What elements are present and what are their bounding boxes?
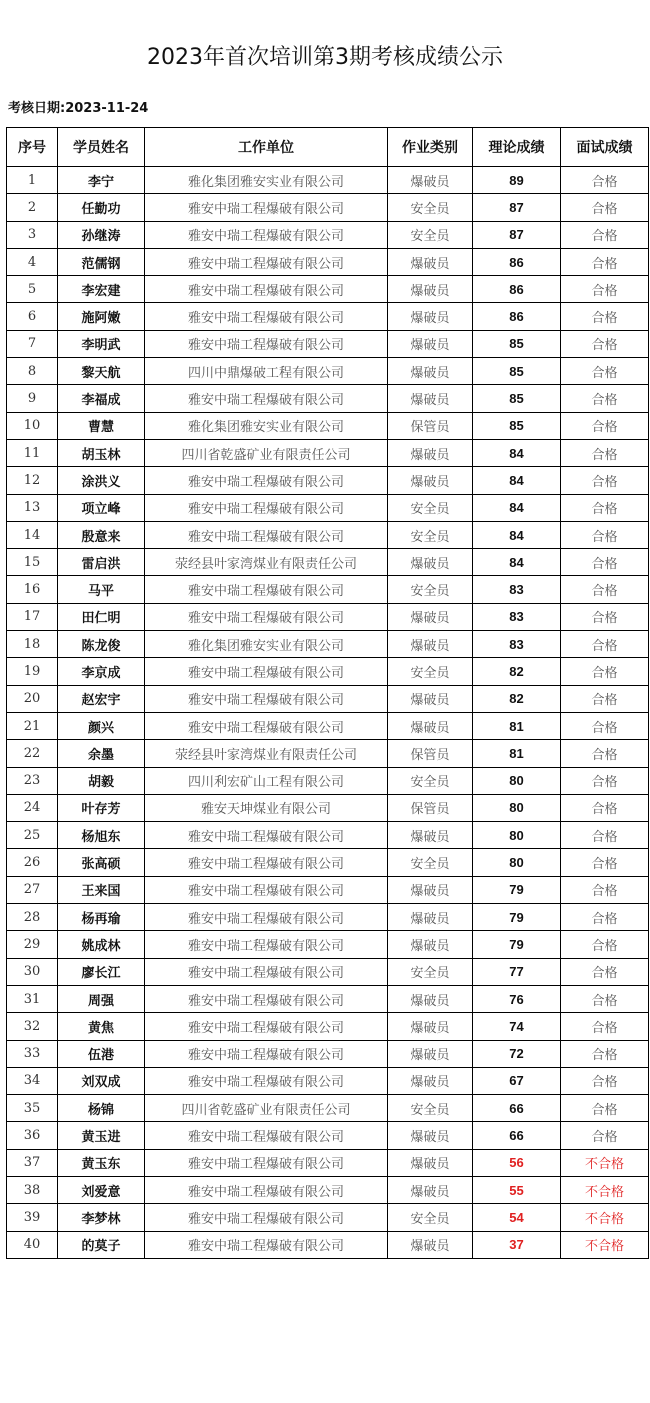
cell-theory-score: 55 <box>473 1176 561 1203</box>
cell-no: 21 <box>7 712 58 739</box>
cell-unit: 雅安中瑞工程爆破有限公司 <box>145 904 388 931</box>
cell-no: 4 <box>7 248 58 275</box>
cell-interview-result: 合格 <box>561 740 649 767</box>
cell-theory-score: 89 <box>473 167 561 194</box>
table-row <box>7 712 649 739</box>
cell-unit: 雅安中瑞工程爆破有限公司 <box>145 1040 388 1067</box>
cell-interview-result: 合格 <box>561 1040 649 1067</box>
cell-theory-score: 87 <box>473 194 561 221</box>
cell-name: 颜兴 <box>58 712 145 739</box>
header-name: 学员姓名 <box>58 128 145 167</box>
cell-interview-result: 合格 <box>561 985 649 1012</box>
table-row <box>7 1149 649 1176</box>
cell-no: 23 <box>7 767 58 794</box>
cell-name: 李福成 <box>58 385 145 412</box>
cell-name: 任勤功 <box>58 194 145 221</box>
cell-category: 安全员 <box>388 658 473 685</box>
cell-category: 爆破员 <box>388 904 473 931</box>
table-row <box>7 985 649 1012</box>
cell-category: 安全员 <box>388 221 473 248</box>
cell-name: 杨锦 <box>58 1095 145 1122</box>
cell-name: 刘爱意 <box>58 1176 145 1203</box>
cell-no: 8 <box>7 358 58 385</box>
cell-unit: 雅化集团雅安实业有限公司 <box>145 167 388 194</box>
table-row <box>7 549 649 576</box>
cell-name: 黎天航 <box>58 358 145 385</box>
cell-no: 17 <box>7 603 58 630</box>
page-title: 2023年首次培训第3期考核成绩公示 <box>147 45 503 70</box>
cell-no: 2 <box>7 194 58 221</box>
cell-category: 爆破员 <box>388 876 473 903</box>
cell-no: 33 <box>7 1040 58 1067</box>
cell-name: 李梦林 <box>58 1204 145 1231</box>
cell-category: 爆破员 <box>388 549 473 576</box>
cell-theory-score: 86 <box>473 248 561 275</box>
table-row <box>7 167 649 194</box>
cell-theory-score: 86 <box>473 303 561 330</box>
cell-unit: 雅安中瑞工程爆破有限公司 <box>145 576 388 603</box>
cell-interview-result: 合格 <box>561 1067 649 1094</box>
cell-no: 20 <box>7 685 58 712</box>
cell-interview-result: 合格 <box>561 1122 649 1149</box>
cell-interview-result: 合格 <box>561 685 649 712</box>
cell-unit: 雅安中瑞工程爆破有限公司 <box>145 1176 388 1203</box>
cell-name: 曹慧 <box>58 412 145 439</box>
table-row <box>7 767 649 794</box>
table-row <box>7 248 649 275</box>
cell-theory-score: 80 <box>473 822 561 849</box>
cell-theory-score: 67 <box>473 1067 561 1094</box>
cell-no: 1 <box>7 167 58 194</box>
cell-interview-result: 合格 <box>561 330 649 357</box>
cell-no: 29 <box>7 931 58 958</box>
cell-name: 孙继涛 <box>58 221 145 248</box>
table-row <box>7 221 649 248</box>
cell-theory-score: 83 <box>473 603 561 630</box>
cell-interview-result: 合格 <box>561 631 649 658</box>
cell-name: 范儒钢 <box>58 248 145 275</box>
table-row <box>7 822 649 849</box>
table-row <box>7 439 649 466</box>
cell-interview-result: 合格 <box>561 248 649 275</box>
cell-name: 黄焦 <box>58 1013 145 1040</box>
cell-unit: 雅安中瑞工程爆破有限公司 <box>145 1149 388 1176</box>
table-row <box>7 685 649 712</box>
cell-category: 保管员 <box>388 412 473 439</box>
cell-no: 19 <box>7 658 58 685</box>
cell-name: 杨再瑜 <box>58 904 145 931</box>
cell-unit: 雅化集团雅安实业有限公司 <box>145 631 388 658</box>
cell-category: 爆破员 <box>388 167 473 194</box>
table-header-row <box>7 128 649 167</box>
cell-no: 40 <box>7 1231 58 1258</box>
cell-category: 爆破员 <box>388 1122 473 1149</box>
cell-theory-score: 77 <box>473 958 561 985</box>
exam-date: 考核日期:2023-11-24 <box>8 101 149 116</box>
header-theory-score: 理论成绩 <box>473 128 561 167</box>
cell-unit: 雅安中瑞工程爆破有限公司 <box>145 1013 388 1040</box>
cell-name: 杨旭东 <box>58 822 145 849</box>
cell-category: 爆破员 <box>388 248 473 275</box>
cell-category: 爆破员 <box>388 1149 473 1176</box>
cell-category: 安全员 <box>388 494 473 521</box>
cell-unit: 四川中鼎爆破工程有限公司 <box>145 358 388 385</box>
cell-theory-score: 83 <box>473 631 561 658</box>
cell-no: 38 <box>7 1176 58 1203</box>
cell-name: 叶存芳 <box>58 794 145 821</box>
cell-name: 马平 <box>58 576 145 603</box>
cell-category: 爆破员 <box>388 631 473 658</box>
cell-name: 刘双成 <box>58 1067 145 1094</box>
cell-no: 5 <box>7 276 58 303</box>
table-row <box>7 1095 649 1122</box>
cell-unit: 四川省乾盛矿业有限责任公司 <box>145 439 388 466</box>
cell-interview-result: 合格 <box>561 1013 649 1040</box>
cell-theory-score: 85 <box>473 385 561 412</box>
cell-category: 安全员 <box>388 576 473 603</box>
cell-unit: 雅安中瑞工程爆破有限公司 <box>145 603 388 630</box>
cell-name: 张高硕 <box>58 849 145 876</box>
cell-category: 安全员 <box>388 521 473 548</box>
cell-no: 11 <box>7 439 58 466</box>
header-interview-result: 面试成绩 <box>561 128 649 167</box>
cell-interview-result: 合格 <box>561 221 649 248</box>
cell-interview-result: 合格 <box>561 412 649 439</box>
cell-interview-result: 合格 <box>561 849 649 876</box>
cell-unit: 雅安中瑞工程爆破有限公司 <box>145 931 388 958</box>
cell-unit: 雅安中瑞工程爆破有限公司 <box>145 385 388 412</box>
cell-theory-score: 87 <box>473 221 561 248</box>
cell-theory-score: 80 <box>473 849 561 876</box>
cell-unit: 雅安中瑞工程爆破有限公司 <box>145 658 388 685</box>
cell-no: 31 <box>7 985 58 1012</box>
cell-name: 胡玉林 <box>58 439 145 466</box>
cell-name: 周强 <box>58 985 145 1012</box>
cell-theory-score: 83 <box>473 576 561 603</box>
cell-no: 35 <box>7 1095 58 1122</box>
cell-interview-result: 合格 <box>561 794 649 821</box>
cell-theory-score: 82 <box>473 685 561 712</box>
table-row <box>7 958 649 985</box>
cell-theory-score: 56 <box>473 1149 561 1176</box>
cell-unit: 雅安中瑞工程爆破有限公司 <box>145 985 388 1012</box>
cell-name: 王来国 <box>58 876 145 903</box>
cell-unit: 雅安中瑞工程爆破有限公司 <box>145 876 388 903</box>
table-row <box>7 1122 649 1149</box>
table-row <box>7 358 649 385</box>
table-row <box>7 467 649 494</box>
cell-theory-score: 81 <box>473 712 561 739</box>
cell-name: 的莫子 <box>58 1231 145 1258</box>
cell-no: 7 <box>7 330 58 357</box>
table-row <box>7 1067 649 1094</box>
table-row <box>7 603 649 630</box>
cell-theory-score: 72 <box>473 1040 561 1067</box>
cell-no: 37 <box>7 1149 58 1176</box>
cell-unit: 雅安中瑞工程爆破有限公司 <box>145 1231 388 1258</box>
cell-name: 黄玉进 <box>58 1122 145 1149</box>
cell-theory-score: 85 <box>473 358 561 385</box>
table-row <box>7 794 649 821</box>
cell-name: 陈龙俊 <box>58 631 145 658</box>
cell-category: 爆破员 <box>388 931 473 958</box>
cell-interview-result: 合格 <box>561 767 649 794</box>
cell-interview-result: 合格 <box>561 167 649 194</box>
cell-no: 27 <box>7 876 58 903</box>
cell-no: 12 <box>7 467 58 494</box>
cell-name: 田仁明 <box>58 603 145 630</box>
cell-name: 黄玉东 <box>58 1149 145 1176</box>
cell-theory-score: 81 <box>473 740 561 767</box>
cell-interview-result: 不合格 <box>561 1176 649 1203</box>
cell-category: 爆破员 <box>388 1231 473 1258</box>
cell-theory-score: 54 <box>473 1204 561 1231</box>
cell-interview-result: 合格 <box>561 822 649 849</box>
cell-theory-score: 76 <box>473 985 561 1012</box>
table-row <box>7 1013 649 1040</box>
cell-no: 22 <box>7 740 58 767</box>
cell-name: 李宏建 <box>58 276 145 303</box>
table-row <box>7 740 649 767</box>
cell-category: 爆破员 <box>388 303 473 330</box>
cell-name: 李明武 <box>58 330 145 357</box>
table-row <box>7 303 649 330</box>
cell-interview-result: 合格 <box>561 303 649 330</box>
cell-theory-score: 82 <box>473 658 561 685</box>
cell-name: 余墨 <box>58 740 145 767</box>
cell-interview-result: 合格 <box>561 712 649 739</box>
cell-category: 安全员 <box>388 1204 473 1231</box>
cell-category: 爆破员 <box>388 276 473 303</box>
cell-name: 廖长江 <box>58 958 145 985</box>
cell-unit: 雅安中瑞工程爆破有限公司 <box>145 685 388 712</box>
cell-name: 施阿嫩 <box>58 303 145 330</box>
cell-interview-result: 合格 <box>561 876 649 903</box>
cell-interview-result: 合格 <box>561 358 649 385</box>
cell-interview-result: 合格 <box>561 904 649 931</box>
cell-interview-result: 合格 <box>561 494 649 521</box>
cell-theory-score: 84 <box>473 494 561 521</box>
cell-interview-result: 合格 <box>561 521 649 548</box>
cell-interview-result: 合格 <box>561 1095 649 1122</box>
cell-no: 13 <box>7 494 58 521</box>
cell-no: 16 <box>7 576 58 603</box>
cell-theory-score: 66 <box>473 1095 561 1122</box>
table-row <box>7 904 649 931</box>
cell-name: 伍港 <box>58 1040 145 1067</box>
cell-name: 项立峰 <box>58 494 145 521</box>
cell-unit: 雅安中瑞工程爆破有限公司 <box>145 276 388 303</box>
cell-interview-result: 合格 <box>561 576 649 603</box>
table-row <box>7 194 649 221</box>
cell-theory-score: 79 <box>473 904 561 931</box>
cell-no: 34 <box>7 1067 58 1094</box>
cell-category: 爆破员 <box>388 385 473 412</box>
cell-no: 15 <box>7 549 58 576</box>
cell-category: 爆破员 <box>388 1013 473 1040</box>
cell-unit: 雅安中瑞工程爆破有限公司 <box>145 822 388 849</box>
cell-theory-score: 86 <box>473 276 561 303</box>
cell-no: 10 <box>7 412 58 439</box>
table-row <box>7 1204 649 1231</box>
cell-category: 安全员 <box>388 767 473 794</box>
cell-name: 李宁 <box>58 167 145 194</box>
scores-table <box>6 127 649 1259</box>
cell-interview-result: 不合格 <box>561 1149 649 1176</box>
cell-category: 保管员 <box>388 794 473 821</box>
cell-no: 26 <box>7 849 58 876</box>
table-row <box>7 849 649 876</box>
cell-theory-score: 66 <box>473 1122 561 1149</box>
cell-unit: 雅安中瑞工程爆破有限公司 <box>145 467 388 494</box>
cell-no: 24 <box>7 794 58 821</box>
table-row <box>7 1231 649 1258</box>
cell-name: 赵宏宇 <box>58 685 145 712</box>
cell-no: 30 <box>7 958 58 985</box>
cell-interview-result: 合格 <box>561 549 649 576</box>
cell-name: 李京成 <box>58 658 145 685</box>
cell-unit: 雅安中瑞工程爆破有限公司 <box>145 248 388 275</box>
cell-interview-result: 合格 <box>561 467 649 494</box>
cell-no: 14 <box>7 521 58 548</box>
header-no: 序号 <box>7 128 58 167</box>
cell-name: 涂洪义 <box>58 467 145 494</box>
header-unit: 工作单位 <box>145 128 388 167</box>
table-row <box>7 494 649 521</box>
cell-no: 39 <box>7 1204 58 1231</box>
cell-theory-score: 84 <box>473 521 561 548</box>
cell-theory-score: 84 <box>473 549 561 576</box>
cell-unit: 四川省乾盛矿业有限责任公司 <box>145 1095 388 1122</box>
cell-interview-result: 合格 <box>561 658 649 685</box>
cell-interview-result: 合格 <box>561 439 649 466</box>
cell-interview-result: 合格 <box>561 385 649 412</box>
table-row <box>7 412 649 439</box>
cell-name: 姚成林 <box>58 931 145 958</box>
cell-category: 爆破员 <box>388 358 473 385</box>
cell-no: 3 <box>7 221 58 248</box>
cell-theory-score: 84 <box>473 439 561 466</box>
cell-category: 爆破员 <box>388 822 473 849</box>
cell-unit: 荥经县叶家湾煤业有限责任公司 <box>145 549 388 576</box>
cell-category: 爆破员 <box>388 603 473 630</box>
cell-category: 爆破员 <box>388 685 473 712</box>
cell-unit: 雅安中瑞工程爆破有限公司 <box>145 330 388 357</box>
cell-interview-result: 合格 <box>561 194 649 221</box>
cell-theory-score: 84 <box>473 467 561 494</box>
cell-theory-score: 80 <box>473 767 561 794</box>
cell-theory-score: 79 <box>473 931 561 958</box>
cell-unit: 雅安中瑞工程爆破有限公司 <box>145 712 388 739</box>
cell-name: 胡毅 <box>58 767 145 794</box>
cell-no: 9 <box>7 385 58 412</box>
cell-category: 爆破员 <box>388 330 473 357</box>
table-row <box>7 576 649 603</box>
cell-interview-result: 合格 <box>561 603 649 630</box>
header-category: 作业类别 <box>388 128 473 167</box>
table-row <box>7 1040 649 1067</box>
cell-interview-result: 合格 <box>561 276 649 303</box>
cell-category: 爆破员 <box>388 712 473 739</box>
cell-no: 28 <box>7 904 58 931</box>
cell-interview-result: 不合格 <box>561 1204 649 1231</box>
cell-category: 爆破员 <box>388 985 473 1012</box>
cell-category: 安全员 <box>388 1095 473 1122</box>
cell-unit: 雅安中瑞工程爆破有限公司 <box>145 194 388 221</box>
table-row <box>7 521 649 548</box>
cell-theory-score: 74 <box>473 1013 561 1040</box>
table-row <box>7 1176 649 1203</box>
cell-interview-result: 合格 <box>561 958 649 985</box>
cell-unit: 雅安中瑞工程爆破有限公司 <box>145 221 388 248</box>
cell-category: 爆破员 <box>388 1040 473 1067</box>
cell-unit: 雅安中瑞工程爆破有限公司 <box>145 958 388 985</box>
table-row <box>7 931 649 958</box>
cell-unit: 雅安中瑞工程爆破有限公司 <box>145 1067 388 1094</box>
cell-theory-score: 85 <box>473 412 561 439</box>
cell-unit: 雅安中瑞工程爆破有限公司 <box>145 303 388 330</box>
cell-category: 安全员 <box>388 958 473 985</box>
cell-unit: 荥经县叶家湾煤业有限责任公司 <box>145 740 388 767</box>
cell-theory-score: 37 <box>473 1231 561 1258</box>
cell-name: 雷启洪 <box>58 549 145 576</box>
cell-theory-score: 85 <box>473 330 561 357</box>
cell-unit: 雅化集团雅安实业有限公司 <box>145 412 388 439</box>
cell-no: 25 <box>7 822 58 849</box>
cell-no: 32 <box>7 1013 58 1040</box>
cell-no: 18 <box>7 631 58 658</box>
cell-interview-result: 不合格 <box>561 1231 649 1258</box>
cell-category: 安全员 <box>388 849 473 876</box>
cell-unit: 雅安中瑞工程爆破有限公司 <box>145 849 388 876</box>
cell-name: 殷意来 <box>58 521 145 548</box>
table-row <box>7 876 649 903</box>
cell-category: 爆破员 <box>388 1176 473 1203</box>
cell-unit: 雅安中瑞工程爆破有限公司 <box>145 1204 388 1231</box>
cell-category: 爆破员 <box>388 467 473 494</box>
cell-category: 安全员 <box>388 194 473 221</box>
table-row <box>7 658 649 685</box>
table-row <box>7 385 649 412</box>
cell-no: 36 <box>7 1122 58 1149</box>
cell-unit: 四川利宏矿山工程有限公司 <box>145 767 388 794</box>
cell-category: 爆破员 <box>388 1067 473 1094</box>
cell-no: 6 <box>7 303 58 330</box>
table-row <box>7 276 649 303</box>
cell-theory-score: 80 <box>473 794 561 821</box>
table-row <box>7 330 649 357</box>
cell-category: 爆破员 <box>388 439 473 466</box>
cell-unit: 雅安天坤煤业有限公司 <box>145 794 388 821</box>
cell-unit: 雅安中瑞工程爆破有限公司 <box>145 521 388 548</box>
cell-unit: 雅安中瑞工程爆破有限公司 <box>145 494 388 521</box>
cell-interview-result: 合格 <box>561 931 649 958</box>
cell-theory-score: 79 <box>473 876 561 903</box>
cell-unit: 雅安中瑞工程爆破有限公司 <box>145 1122 388 1149</box>
table-row <box>7 631 649 658</box>
cell-category: 保管员 <box>388 740 473 767</box>
